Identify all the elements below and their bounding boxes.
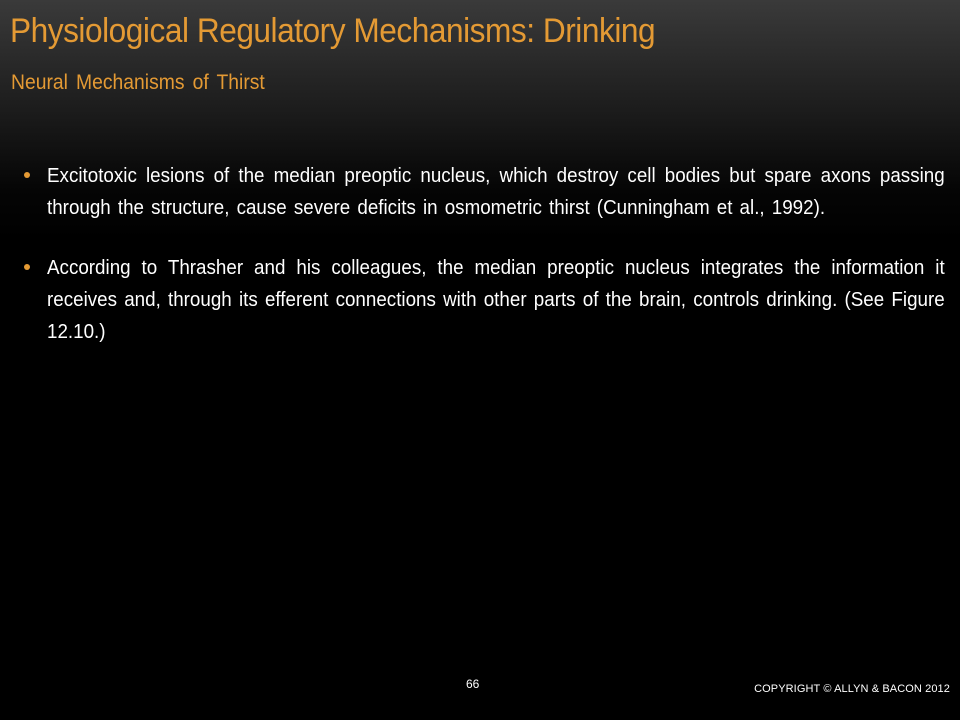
- bullet-icon: [24, 172, 30, 178]
- slide-title: Physiological Regulatory Mechanisms: Drinking: [10, 12, 656, 50]
- page-number: 66: [466, 677, 480, 691]
- bullet-list: [24, 160, 945, 376]
- copyright-notice: COPYRIGHT © ALLYN & BACON 2012: [754, 683, 950, 695]
- bullet-item: [24, 252, 945, 348]
- bullet-text: According to Thrasher and his colleagues, the median preoptic nucleus integrates the information it receives and, through its efferent connections with other parts of the brain, controls drinking. (See Figure 12.10.): [47, 257, 945, 343]
- bullet-text: Excitotoxic lesions of the median preoptic nucleus, which destroy cell bodies but spare axons passing through the structure, cause severe deficits in osmometric thirst (Cunningham et al., 1992).: [47, 165, 945, 219]
- slide-subtitle: Neural Mechanisms of Thirst: [11, 71, 265, 94]
- bullet-icon: [24, 264, 30, 270]
- bullet-item: [24, 160, 945, 224]
